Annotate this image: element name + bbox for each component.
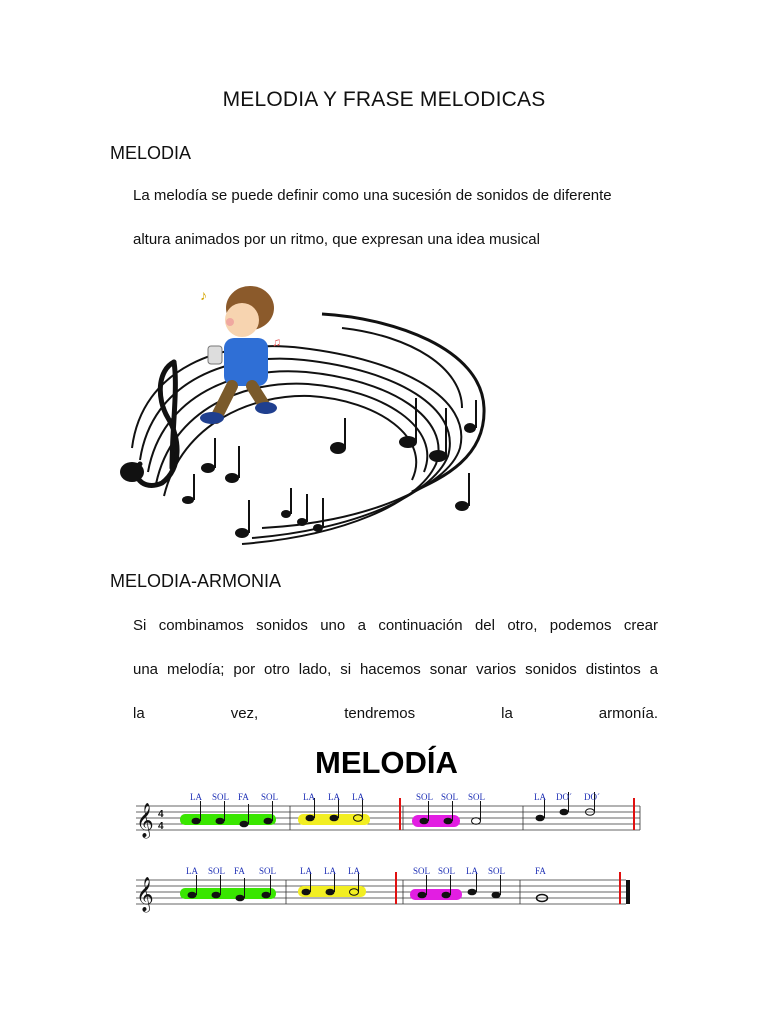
section-heading-melodia-armonia: MELODIA-ARMONIA (110, 571, 282, 591)
clef-dot-icon (120, 462, 144, 482)
staff-2-notes (188, 872, 548, 902)
svg-text:♫: ♫ (272, 335, 281, 349)
treble-clef-icon: 𝄞 (136, 877, 154, 912)
note-label: SOL (212, 792, 230, 802)
note-label: LA (190, 792, 202, 802)
figure-banner: MELODÍA (315, 745, 458, 780)
note-label: SOL (208, 866, 226, 876)
document-title: MELODIA Y FRASE MELODICAS (222, 88, 546, 111)
section-heading-melodia: MELODIA (110, 143, 192, 163)
treble-clef-icon: 𝄞 (136, 803, 154, 838)
paragraph-line: La melodía se puede definir como una sucesión de sonidos de diferente (133, 187, 612, 204)
swirling-staff-icon (132, 314, 484, 544)
note-label: SOL (259, 866, 277, 876)
staff-2-note-labels (186, 866, 546, 876)
boy-walking-icon (200, 286, 281, 424)
note-label: LA (466, 866, 478, 876)
note-label: LA (300, 866, 312, 876)
melodia-staff-figure (128, 738, 648, 920)
note-label: SOL (261, 792, 279, 802)
staff-1 (136, 792, 640, 839)
note-label: LA (328, 792, 340, 802)
note-label: LA (186, 866, 198, 876)
staff-2 (136, 866, 630, 913)
musical-notes-icon (182, 398, 477, 538)
note-label: DO´ (584, 792, 600, 802)
paragraph-line: altura animados por un ritmo, que expresan una idea musical (133, 231, 540, 248)
note-label: DO´ (556, 792, 572, 802)
note-label: FA (535, 866, 546, 876)
svg-text:♪: ♪ (200, 287, 207, 303)
note-label: SOL (416, 792, 434, 802)
paragraph-line: una melodía; por otro lado, si hacemos sonar varios sonidos distintos a (133, 661, 658, 678)
note-label: SOL (468, 792, 486, 802)
note-label: LA (348, 866, 360, 876)
treble-clef-icon (136, 362, 177, 485)
note-label: LA (303, 792, 315, 802)
note-label: SOL (488, 866, 506, 876)
final-barline (626, 880, 630, 904)
note-label: SOL (441, 792, 459, 802)
note-label: FA (234, 866, 245, 876)
staff-1-note-labels (190, 792, 600, 802)
note-label: FA (238, 792, 249, 802)
time-signature-top: 4 (158, 809, 164, 820)
time-signature-bottom: 4 (158, 821, 164, 832)
note-label: LA (352, 792, 364, 802)
note-label: SOL (413, 866, 431, 876)
note-label: LA (324, 866, 336, 876)
music-boy-illustration (112, 278, 492, 550)
section-paragraph-armonia (133, 604, 658, 736)
paragraph-line: Si combinamos sonidos uno a continuación del otro, podemos crear (133, 617, 658, 634)
section-paragraph-melodia (133, 174, 663, 262)
note-label: SOL (438, 866, 456, 876)
paragraph-line: la vez, tendremos la armonía. (133, 705, 658, 722)
note-label: LA (534, 792, 546, 802)
